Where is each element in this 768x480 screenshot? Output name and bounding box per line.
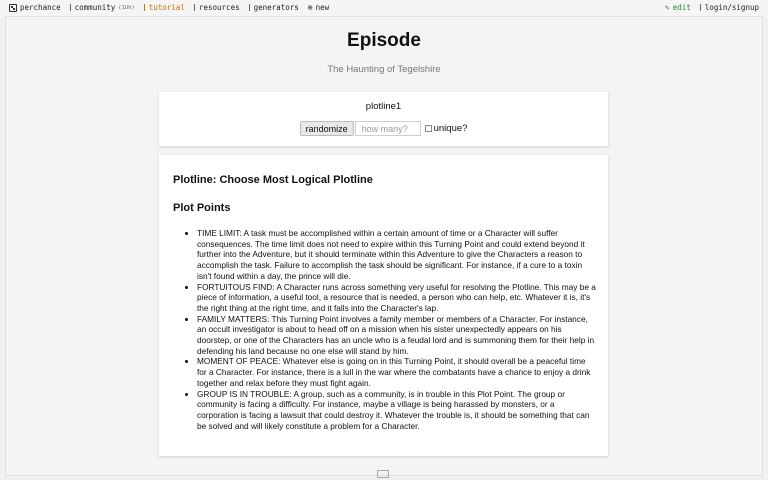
nav-right: [656, 3, 759, 12]
nav-resources[interactable]: [194, 3, 240, 12]
nav-edit-label: edit: [672, 3, 691, 12]
nav-resources-label: resources: [198, 3, 240, 12]
pencil-icon: ✎: [664, 2, 670, 12]
list-item: • MOMENT OF PEACE: Whatever else is going on in this Turning Point, it should overall be a peaceful time for a Character. For instance, there is a lull in the war where the combatants have a chance to enjoy a drink together and relax before they must fight again.: [197, 356, 597, 388]
nav-new[interactable]: [308, 3, 329, 12]
nav-new-label: new: [315, 3, 330, 12]
nav-perchance[interactable]: [9, 3, 61, 12]
nav-login-label: login/signup: [704, 3, 759, 12]
output-card: [159, 155, 608, 456]
randomize-button[interactable]: randomize: [300, 121, 354, 136]
nav-tutorial-label: tutorial: [148, 3, 185, 12]
nav-tutorial[interactable]: [144, 3, 185, 12]
nav-left: [9, 3, 338, 12]
nav-generators-label: generators: [253, 3, 299, 12]
nav-generators[interactable]: [249, 3, 299, 12]
dice-icon: [9, 4, 17, 12]
list-item: • FAMILY MATTERS: This Turning Point involves a family member or members of a Character. For instance, an occult investigator is about to head off on a mission when his sister unexpectedly appears on his doorstep, or one of the Characters has an uncle who is a feudal lord and is summoning them for their help in defending his land because no one else will stand by him.: [197, 314, 597, 357]
bar-icon: [700, 4, 701, 11]
generator-name: plotline1: [365, 101, 402, 112]
bar-icon: [249, 4, 250, 11]
page-subtitle: The Haunting of Tegelshire: [327, 64, 441, 75]
nav-perchance-label: perchance: [20, 3, 61, 12]
bar-icon: [194, 4, 195, 11]
top-nav: [0, 0, 768, 16]
nav-community-label: community: [74, 3, 116, 12]
generator-card: [159, 92, 608, 146]
count-input[interactable]: how many?: [355, 121, 421, 136]
list-item: • GROUP IS IN TROUBLE: A group, such as a community, is in trouble in this Plot Point. The group or community is facing a difficulty. For instance, maybe a village is being harassed by monsters, or a corporation is facing a lawsuit that could destroy it. Whatever the trouble is, it should be something that can be solved and will likely constitute a problem for a Character.: [197, 389, 597, 432]
plot-points-heading: Plot Points: [173, 202, 231, 214]
bar-icon: [70, 4, 71, 11]
plotline-heading: Plotline: Choose Most Logical Plotline: [173, 174, 373, 186]
community-count-badge: (1Uh): [118, 4, 135, 11]
nav-community[interactable]: [70, 3, 135, 12]
list-item: • TIME LIMIT: A task must be accomplished within a certain amount of time or a Character will suffer consequences. The time limit does not need to expire within this Turning Point and could extend beyond it further into the Adventure, but it should terminate within this Adventure to give the Characters a reason to accomplish the task. Failure to accomplish the task should be significant. For instance, if a cure to a toxin isn't found within a day, the prince will die.: [197, 228, 597, 282]
generator-controls: [159, 121, 608, 136]
list-item: • FORTUITOUS FIND: A Character runs across something very useful for resolving the Plotline. This may be a piece of information, a useful tool, a resource that is needed, a person who can help, etc. Whatever it is, it's the right thing at the right time, and it falls into the Character's lap.: [197, 282, 597, 314]
plus-circle-icon: ⊕: [307, 2, 313, 12]
bar-icon: [144, 4, 145, 11]
nav-edit[interactable]: [665, 3, 691, 12]
unique-label: unique?: [433, 123, 468, 134]
unique-checkbox[interactable]: [425, 125, 432, 132]
page-title: Episode: [347, 30, 421, 51]
plot-points-list: [173, 228, 597, 431]
image-icon: [377, 470, 389, 478]
output-content: [173, 174, 597, 431]
nav-login[interactable]: [700, 3, 759, 12]
